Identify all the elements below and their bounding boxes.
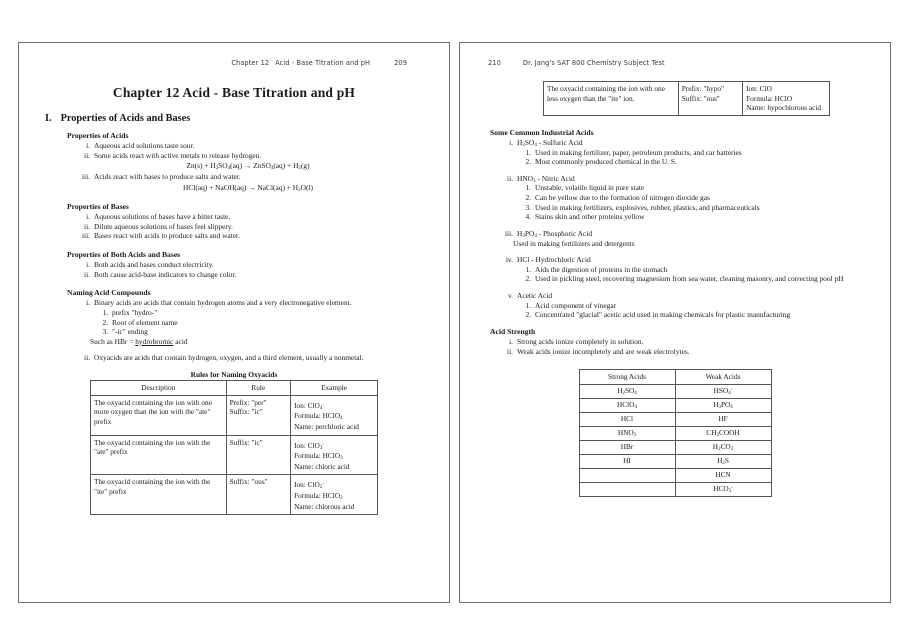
list-marker: ii. bbox=[84, 150, 90, 160]
list-marker: 4. bbox=[525, 212, 531, 222]
list-item bbox=[480, 310, 870, 320]
table-rules-for-naming-oxyacids-continued bbox=[543, 81, 830, 116]
list-item bbox=[39, 298, 429, 308]
example-ion: Ion: ClO$_2$- bbox=[294, 480, 324, 491]
cell-weak-acid: $H_2CO_3$ bbox=[675, 440, 771, 454]
list-marker: 3. bbox=[525, 202, 531, 212]
heading-industrial-acids: Some Common Industrial Acids bbox=[490, 127, 594, 137]
list-item bbox=[480, 255, 870, 265]
list-text: Strong acids ionize completely in solution. bbox=[517, 336, 644, 346]
cell-weak-acid: $CH_3COOH$ bbox=[675, 426, 771, 440]
list-text: Weak acids ionize incompletely and are weak electrolytes. bbox=[517, 346, 690, 356]
table-row bbox=[579, 454, 771, 468]
ion-formula: ClO bbox=[759, 84, 772, 93]
name-value: perchloric acid bbox=[315, 421, 359, 431]
rule-suffix: Suffix: "ous" bbox=[229, 477, 268, 487]
running-head-page-number: 210 bbox=[488, 59, 501, 67]
cell-description: The oxyacid containing the ion with one more oxygen than the ion with the "ate" prefix bbox=[91, 395, 227, 435]
list-text: Dilute aqueous solutions of bases feel slippery. bbox=[94, 221, 233, 231]
list-item bbox=[480, 291, 870, 301]
cell-weak-acid: $H_2S$ bbox=[675, 454, 771, 468]
list-item bbox=[39, 151, 429, 161]
heading-naming-acid-compounds: Naming Acid Compounds bbox=[67, 288, 151, 298]
page-right bbox=[459, 42, 891, 603]
such-as-example bbox=[39, 337, 429, 347]
name-value: hypochlorous acid bbox=[767, 103, 822, 113]
running-head-title: Dr. Jang's SAT 800 Chemistry Subject Test bbox=[522, 59, 665, 67]
list-item bbox=[480, 301, 870, 311]
list-marker: 2. bbox=[525, 310, 531, 320]
chapter-title: Chapter 12 Acid - Base Titration and pH bbox=[112, 85, 356, 100]
list-marker: i. bbox=[509, 137, 513, 147]
cell-rule bbox=[226, 475, 290, 515]
equation-zinc-sulfuric: $Zn(s) + H_2SO_4(aq)$ → ZnSO$_4$(aq) + $H_2(g)$ bbox=[186, 161, 310, 172]
cell-strong-acid bbox=[579, 482, 675, 496]
name-label: Name: bbox=[746, 103, 768, 113]
cell-strong-acid: $H_2SO_4$ bbox=[579, 384, 675, 398]
cell-example bbox=[743, 82, 830, 116]
column-header-weak-acids: Weak Acids bbox=[675, 370, 771, 385]
cell-strong-acid: HClO$_4$ bbox=[579, 398, 675, 412]
heading-properties-of-acids: Properties of Acids bbox=[67, 131, 129, 140]
equation-neutralization: HCl(aq) + NaOH(aq) → NaCl(aq) + $H_2O(l)$ bbox=[183, 182, 313, 193]
list-marker: 2. bbox=[102, 317, 108, 327]
list-marker: i. bbox=[86, 141, 90, 150]
rule-suffix: Suffix: "ous" bbox=[681, 93, 720, 103]
example-ion bbox=[746, 84, 826, 94]
list-marker: iii. bbox=[81, 231, 90, 241]
list-text bbox=[517, 255, 870, 265]
list-text: Most commonly produced chemical in the U. S. bbox=[535, 157, 677, 167]
list-text: Used in making fertilizers, explosives, rubber, plastics, and pharmaceuticals bbox=[535, 202, 760, 212]
acid-name: - Sulfuric Acid bbox=[536, 137, 583, 147]
example-ion: Ion: ClO$_3$- bbox=[294, 440, 324, 451]
list-marker: iv. bbox=[505, 255, 513, 265]
column-header-strong-acids: Strong Acids bbox=[579, 370, 675, 385]
list-item bbox=[480, 148, 870, 158]
cell-weak-acid: $HCO_3^-$ bbox=[675, 482, 771, 496]
list-text: Can be yellow due to the formation of nitrogen dioxide gas bbox=[535, 193, 710, 202]
list-naming-acid-compounds bbox=[39, 298, 429, 363]
cell-weak-acid: $H_3PO_4$ bbox=[675, 398, 771, 412]
acid-name: - Hydrochloric Acid bbox=[529, 255, 591, 265]
name-value: chloric acid bbox=[315, 461, 350, 471]
list-properties-of-bases bbox=[39, 212, 429, 241]
table-header-row bbox=[579, 370, 771, 385]
list-item bbox=[39, 308, 429, 318]
list-item bbox=[480, 193, 870, 203]
list-item bbox=[480, 229, 870, 239]
table-row bbox=[579, 384, 771, 398]
list-marker: 2. bbox=[525, 157, 531, 167]
list-marker: 1. bbox=[525, 183, 531, 193]
list-properties-of-both bbox=[39, 260, 429, 279]
table-row bbox=[579, 412, 771, 426]
acid-name: - Phosphoric Acid bbox=[536, 228, 593, 238]
example-formula: Formula: HClO$_3$ bbox=[294, 451, 343, 462]
such-as-prefix: Such as HBr = bbox=[90, 336, 136, 346]
ion-label: Ion: bbox=[294, 480, 308, 490]
list-properties-of-acids bbox=[39, 141, 429, 193]
list-text: Used in pickling steel, recovering magnesium from sea water, cleaning masonry, and correcting pool pH bbox=[535, 274, 844, 284]
cell-strong-acid bbox=[579, 468, 675, 482]
example-formula bbox=[746, 94, 826, 104]
list-marker: ii. bbox=[84, 269, 90, 279]
cell-description: The oxyacid containing the ion with the "ite" prefix bbox=[91, 475, 227, 515]
cell-weak-acid: HF bbox=[675, 412, 771, 426]
section-heading bbox=[45, 113, 429, 124]
list-item bbox=[480, 157, 870, 167]
list-marker: iii. bbox=[81, 171, 90, 181]
list-item bbox=[480, 174, 870, 184]
running-head-title: Acid - Base Titration and pH bbox=[275, 59, 371, 67]
cell-rule bbox=[678, 82, 742, 116]
table-row bbox=[91, 475, 378, 515]
list-marker: i. bbox=[509, 336, 513, 346]
heading-properties-of-bases: Properties of Bases bbox=[67, 202, 129, 212]
column-header-rule: Rule bbox=[226, 381, 290, 396]
example-name bbox=[294, 462, 374, 473]
cell-strong-acid: $HNO_3$ bbox=[579, 426, 675, 440]
table-row bbox=[579, 398, 771, 412]
rule-suffix: Suffix: "ic" bbox=[229, 407, 263, 417]
heading-properties-of-both: Properties of Both Acids and Bases bbox=[67, 250, 181, 259]
list-text: Root of element name bbox=[112, 317, 178, 327]
section-numeral: I. bbox=[45, 113, 52, 124]
such-as-underlined: hydrobromic bbox=[135, 336, 174, 346]
cell-strong-acid: HCl bbox=[579, 412, 675, 426]
cell-strong-acid: HBr bbox=[579, 440, 675, 454]
formula-label: Formula: bbox=[294, 451, 323, 461]
list-text: Aids the digestion of proteins in the stomach bbox=[535, 264, 668, 274]
list-text: Oxyacids are acids that contain hydrogen, oxygen, and a third element, usually a nonmetal. bbox=[94, 353, 364, 363]
acid-name: - Nitric Acid bbox=[535, 173, 575, 183]
table-row bbox=[91, 395, 378, 435]
table-row bbox=[579, 482, 771, 496]
list-marker: iii. bbox=[504, 228, 513, 238]
page-left bbox=[18, 42, 450, 603]
list-item bbox=[39, 353, 429, 363]
name-label: Name: bbox=[294, 421, 316, 431]
running-head-left bbox=[39, 59, 429, 71]
list-item bbox=[480, 274, 870, 284]
example-formula: Formula: HClO$_2$ bbox=[294, 491, 343, 502]
list-text: Bases react with acids to produce salts and water. bbox=[94, 231, 240, 241]
ion-label: Ion: bbox=[294, 400, 308, 410]
section-title: Properties of Acids and Bases bbox=[60, 113, 191, 124]
list-item bbox=[39, 231, 429, 241]
example-formula: Formula: HClO$_4$ bbox=[294, 411, 343, 422]
rule-prefix: Prefix: "per" bbox=[229, 397, 267, 407]
such-as-suffix: acid bbox=[173, 336, 188, 346]
column-header-description: Description bbox=[91, 381, 227, 396]
list-marker: ii. bbox=[507, 346, 513, 356]
heading-acid-strength: Acid Strength bbox=[490, 326, 536, 336]
list-text: Aqueous solutions of bases have a bitter taste. bbox=[94, 212, 231, 222]
table-row bbox=[544, 82, 830, 116]
acid-description: Used in making fertilizers and detergents bbox=[513, 238, 635, 248]
example-name bbox=[294, 422, 374, 433]
cell-strong-acid: HI bbox=[579, 454, 675, 468]
running-head-chapter: Chapter 12 bbox=[231, 59, 270, 67]
list-industrial-acids bbox=[480, 138, 870, 320]
cell-example bbox=[291, 475, 378, 515]
list-text: Aqueous acid solutions taste sour. bbox=[94, 141, 195, 150]
list-text: Acids react with bases to produce salts and water. bbox=[94, 171, 241, 181]
list-item bbox=[480, 183, 870, 193]
table-rules-for-naming-oxyacids bbox=[90, 380, 378, 515]
list-text: Some acids react with active metals to release hydrogen. bbox=[94, 150, 262, 160]
rule-prefix: Prefix: "hypo" bbox=[681, 84, 724, 93]
formula-label: Formula: bbox=[746, 93, 775, 103]
list-text: Unstable, volatile liquid in pure state bbox=[535, 183, 645, 193]
list-item bbox=[39, 212, 429, 222]
example-name bbox=[294, 502, 374, 513]
list-item bbox=[480, 203, 870, 213]
formula-label: Formula: bbox=[294, 411, 323, 421]
acid-formula: HCl bbox=[517, 255, 530, 265]
formula-label: Formula: bbox=[294, 491, 323, 500]
cell-example bbox=[291, 435, 378, 475]
list-item bbox=[39, 260, 429, 270]
list-text: Both cause acid-base indicators to change color. bbox=[94, 269, 237, 279]
running-head-right bbox=[480, 59, 870, 71]
table-header-row bbox=[91, 381, 378, 396]
list-text: Acid component of vinegar bbox=[535, 300, 617, 310]
list-item bbox=[39, 318, 429, 328]
list-marker: ii. bbox=[507, 173, 513, 183]
cell-rule bbox=[226, 395, 290, 435]
list-text: Used in making fertilizer, paper, petroleum products, and car batteries bbox=[535, 147, 742, 157]
list-marker: 2. bbox=[525, 274, 531, 284]
list-item bbox=[39, 172, 429, 182]
ion-label: Ion: bbox=[746, 84, 760, 93]
list-item bbox=[480, 337, 870, 347]
list-marker: 3. bbox=[102, 327, 108, 337]
name-value: chlorous acid bbox=[315, 501, 355, 511]
list-text: $H_2SO_4$ - Sulfuric Acid bbox=[517, 137, 583, 148]
table-row bbox=[579, 426, 771, 440]
list-text: $HNO_3$ - Nitric Acid bbox=[517, 173, 575, 184]
name-label: Name: bbox=[294, 501, 316, 511]
list-item bbox=[480, 347, 870, 357]
list-text: $H_3PO_4$ - Phosphoric Acid bbox=[517, 228, 593, 239]
list-item bbox=[39, 327, 429, 337]
list-marker: 1. bbox=[525, 264, 531, 274]
list-text: "-ic" ending bbox=[112, 327, 148, 337]
cell-description: The oxyacid containing the ion with the "ate" prefix bbox=[91, 435, 227, 475]
table-caption-oxyacids: Rules for Naming Oxyacids bbox=[190, 370, 278, 379]
list-item bbox=[480, 138, 870, 148]
list-item bbox=[39, 270, 429, 280]
cell-example bbox=[291, 395, 378, 435]
cell-weak-acid: $HSO_4^-$ bbox=[675, 384, 771, 398]
table-row bbox=[579, 468, 771, 482]
list-text: prefix "hydro-" bbox=[112, 307, 158, 317]
list-text: Stains skin and other proteins yellow bbox=[535, 212, 645, 222]
column-header-example: Example bbox=[291, 381, 378, 396]
list-marker: ii. bbox=[84, 221, 90, 231]
ion-label: Ion: bbox=[294, 440, 308, 450]
example-name bbox=[746, 103, 826, 113]
list-marker: ii. bbox=[84, 353, 90, 363]
list-text: Both acids and bases conduct electricity. bbox=[94, 260, 214, 269]
table-row bbox=[91, 435, 378, 475]
running-head-page-number: 209 bbox=[394, 59, 407, 67]
list-item bbox=[480, 265, 870, 275]
list-marker: v. bbox=[507, 291, 513, 300]
list-marker: 1. bbox=[525, 147, 531, 157]
list-marker: i. bbox=[86, 212, 90, 222]
example-ion: Ion: ClO$_4$- bbox=[294, 400, 324, 411]
list-item bbox=[39, 141, 429, 151]
list-text: Concentrated "glacial" acetic acid used in making chemicals for plastic manufacturing bbox=[535, 310, 791, 320]
list-marker: i. bbox=[86, 298, 90, 308]
cell-rule bbox=[226, 435, 290, 475]
list-text: Acetic Acid bbox=[517, 291, 553, 300]
list-marker: i. bbox=[86, 260, 90, 269]
list-item bbox=[480, 212, 870, 222]
list-item bbox=[39, 222, 429, 232]
rule-suffix: Suffix: "ic" bbox=[229, 437, 263, 447]
cell-weak-acid: HCN bbox=[675, 468, 771, 482]
name-label: Name: bbox=[294, 461, 316, 471]
table-strong-and-weak-acids bbox=[579, 369, 772, 497]
list-marker: 1. bbox=[102, 307, 108, 317]
list-marker: 2. bbox=[525, 193, 531, 202]
formula-value: HClO bbox=[774, 93, 793, 103]
list-marker: 1. bbox=[525, 300, 531, 310]
list-acid-strength bbox=[480, 337, 870, 356]
table-row bbox=[579, 440, 771, 454]
cell-description: The oxyacid containing the ion with one less oxygen than the "ite" ion. bbox=[544, 82, 679, 116]
list-text: Binary acids are acids that contain hydrogen atoms and a very electronegative element. bbox=[94, 298, 352, 308]
